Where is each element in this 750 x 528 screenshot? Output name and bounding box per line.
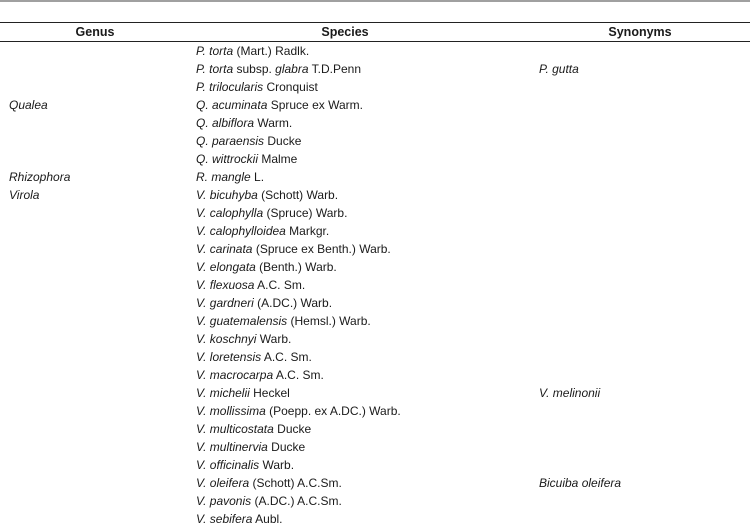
species-authority: T.D.Penn [308,62,362,76]
species-cell [196,276,305,294]
species-authority: A.C. Sm. [254,278,306,292]
species-name: Q. acuminata [196,98,268,112]
species-name: V. elongata [196,260,256,274]
synonym-cell: V. melinonii [539,386,601,400]
table-row [0,312,750,330]
species-cell [196,474,342,492]
species-name: P. trilocularis [196,80,264,94]
table-row [0,240,750,258]
species-authority: (Spruce ex Benth.) Warb. [252,242,391,256]
species-cell [196,402,401,420]
species-cell [196,222,329,240]
species-authority: A.C. Sm. [273,368,324,382]
species-authority: Ducke [264,134,302,148]
table-row [0,222,750,240]
table-row [0,78,750,96]
table-row [0,96,750,114]
species-cell [196,438,305,456]
species-authority: (Spruce) Warb. [263,206,348,220]
species-name: V. bicuhyba [196,188,258,202]
species-cell [196,240,391,258]
species-cell [196,384,290,402]
species-name: V. oleifera [196,476,250,490]
species-authority: Warb. [256,332,292,346]
header-genus: Genus [75,25,115,39]
species-name: V. macrocarpa [196,368,274,382]
table-row [0,510,750,528]
species-name: V. calophylla [196,206,264,220]
header-synonyms: Synonyms [608,25,672,39]
species-cell [196,330,291,348]
species-authority: (A.DC.) A.C.Sm. [251,494,342,508]
species-authority: Warm. [254,116,293,130]
genus-cell: Rhizophora [9,170,71,184]
species-authority: Aubl. [252,512,283,526]
species-cell [196,114,292,132]
species-name: P. torta [196,44,234,58]
species-cell [196,510,283,528]
species-name: V. calophylloidea [196,224,286,238]
table-row [0,276,750,294]
species-authority: Spruce ex Warm. [267,98,363,112]
species-authority: L. [250,170,265,184]
species-authority: (Schott) Warb. [257,188,339,202]
species-name: V. pavonis [196,494,252,508]
species-name: V. loretensis [196,350,262,364]
table-row [0,150,750,168]
header-species: Species [321,25,369,39]
species-cell [196,366,324,384]
table-body [0,42,750,528]
species-authority: Ducke [273,422,312,436]
table-row [0,438,750,456]
species-name: P. torta [196,62,234,76]
species-cell [196,78,318,96]
species-cell [196,294,332,312]
species-cell [196,456,294,474]
species-cell [196,312,371,330]
table-row [0,330,750,348]
table-row [0,384,750,402]
species-authority: (Mart.) Radlk. [233,44,310,58]
table-row [0,474,750,492]
species-name: R. mangle [196,170,251,184]
table-row [0,132,750,150]
species-cell [196,348,312,366]
species-name: Q. albiflora [196,116,255,130]
species-name: V. flexuosa [196,278,255,292]
species-cell [196,96,363,114]
table-top-rule [0,22,750,23]
species-cell [196,204,347,222]
species-name: V. michelii [196,386,250,400]
species-cell [196,258,337,276]
table-row [0,60,750,78]
species-authority: A.C. Sm. [261,350,312,364]
table-row [0,186,750,204]
table-row [0,402,750,420]
species-name: V. guatemalensis [196,314,288,328]
species-cell [196,60,361,78]
table-row [0,456,750,474]
table-row [0,294,750,312]
table-row [0,258,750,276]
species-name: V. multicostata [196,422,274,436]
species-name: V. officinalis [196,458,260,472]
table-row [0,366,750,384]
synonym-cell: Bicuiba oleifera [539,476,622,490]
species-name: V. mollissima [196,404,266,418]
species-name: V. gardneri [196,296,254,310]
species-authority: Warb. [259,458,295,472]
genus-cell: Virola [9,188,40,202]
species-cell [196,168,264,186]
table-row [0,204,750,222]
species-authority: Ducke [267,440,306,454]
species-name: Q. wittrockii [196,152,259,166]
species-authority: subsp. [233,62,276,76]
species-authority: (Benth.) Warb. [255,260,337,274]
species-cell [196,150,297,168]
species-authority: (Hemsl.) Warb. [287,314,371,328]
species-authority: (Schott) A.C.Sm. [249,476,342,490]
species-name: glabra [275,62,309,76]
species-name: V. koschnyi [196,332,257,346]
species-name: V. multinervia [196,440,268,454]
table-row [0,168,750,186]
species-authority: (A.DC.) Warb. [253,296,333,310]
top-divider [0,0,750,2]
table-row [0,492,750,510]
species-authority: Markgr. [285,224,330,238]
species-authority: Malme [258,152,298,166]
species-name: Q. paraensis [196,134,265,148]
species-cell [196,186,338,204]
species-name: V. sebifera [196,512,253,526]
species-cell [196,492,342,510]
species-cell [196,132,301,150]
genus-cell: Qualea [9,98,48,112]
table-row [0,420,750,438]
species-authority: (Poepp. ex A.DC.) Warb. [265,404,401,418]
table-row [0,42,750,60]
species-name: V. carinata [196,242,253,256]
species-authority: Cronquist [263,80,318,94]
table-row [0,348,750,366]
table-row [0,114,750,132]
species-authority: Heckel [249,386,290,400]
species-cell [196,420,311,438]
synonym-cell: P. gutta [539,62,579,76]
species-cell [196,42,309,60]
